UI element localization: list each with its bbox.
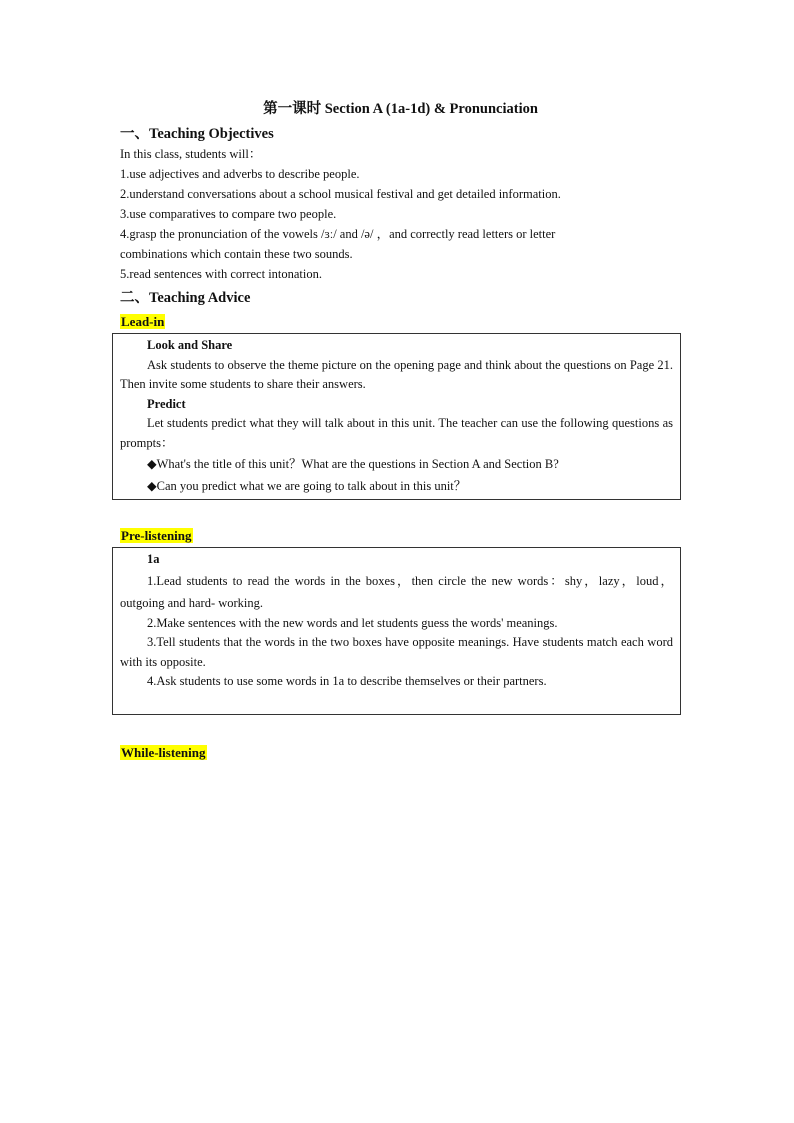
document-page	[120, 100, 681, 764]
look-share-title: Look and Share	[147, 338, 233, 352]
while-listening-label-row	[120, 743, 681, 763]
pre-listening-step: 3.Tell students that the words in the two boxes have opposite meanings. Have students match each word with its opposite.	[120, 635, 673, 669]
while-listening-label: While-listening	[121, 744, 206, 760]
look-share-text: Ask students to observe the theme picture on the opening page and think about the questions on Page 21. Then invite some students to share their answers.	[120, 357, 673, 391]
objectives-intro: In this class, students will：	[120, 147, 262, 161]
objective-item: 5.read sentences with correct intonation.	[120, 267, 323, 281]
advice-heading: 二、Teaching Advice	[120, 290, 251, 306]
lead-in-label-row	[120, 312, 681, 332]
pre-listening-label-row	[120, 526, 681, 546]
predict-title: Predict	[147, 396, 186, 411]
pre-listening-step: 4.Ask students to use some words in 1a to describe themselves or their partners.	[147, 674, 547, 688]
lead-in-box	[112, 333, 681, 500]
lead-in-label: Lead-in	[121, 314, 165, 329]
predict-text: Let students predict what they will talk about in this unit. The teacher can use the following questions as prompts：	[120, 416, 673, 450]
prompt-question: ◆Can you predict what we are going to talk about in this unit？	[147, 479, 467, 493]
objective-item: 4.grasp the pronunciation of the vowels /ɜː/ and /ə/ ，and correctly read letters or letter	[120, 227, 556, 241]
page-title: 第一课时 Section A (1a-1d) & Pronunciation	[263, 101, 538, 117]
objective-item: combinations which contain these two sounds.	[120, 247, 353, 261]
prompt-question: ◆What's the title of this unit？What are the questions in Section A and Section B?	[147, 457, 559, 471]
pre-listening-label: Pre-listening	[121, 528, 192, 543]
pre-listening-step: 1.Lead students to read the words in the boxes，then circle the new words：shy，lazy，loud，outgoing and hard- working.	[120, 573, 673, 610]
pre-listening-box	[112, 547, 681, 715]
pre-listening-step: 2.Make sentences with the new words and let students guess the words' meanings.	[147, 615, 558, 630]
objective-item: 3.use comparatives to compare two people.	[120, 207, 337, 221]
objective-item: 2.understand conversations about a school musical festival and get detailed information.	[120, 187, 561, 201]
objectives-heading: 一、Teaching Objectives	[120, 126, 274, 142]
objective-item: 1.use adjectives and adverbs to describe people.	[120, 167, 360, 181]
objectives-section	[120, 124, 681, 284]
pre-listening-subtitle: 1a	[147, 552, 160, 566]
